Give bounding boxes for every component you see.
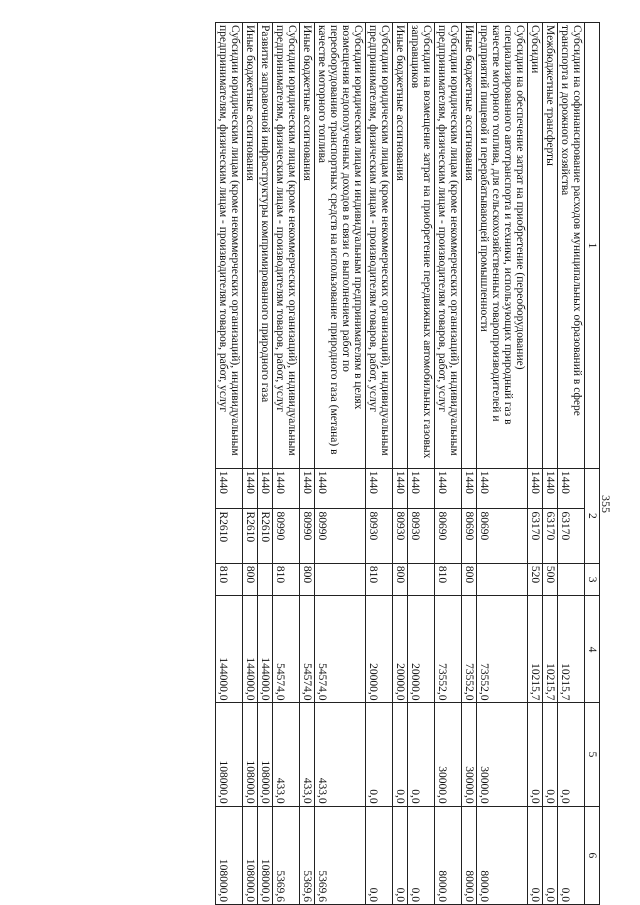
row-vr: 800 — [462, 563, 477, 596]
row-value-2: 0,0 — [543, 703, 558, 806]
row-csr: R2610 — [258, 509, 273, 563]
row-value-2: 0,0 — [408, 703, 435, 806]
row-vr: 500 — [543, 563, 558, 596]
row-value-1: 144000,0 — [258, 596, 273, 703]
row-csr: 80990 — [273, 509, 300, 563]
row-value-1: 10215,7 — [543, 596, 558, 703]
row-value-3: 108000,0 — [243, 806, 258, 904]
budget-table — [215, 22, 600, 905]
row-kfsr: 1440 — [216, 468, 243, 509]
header-col-2: 2 — [585, 468, 600, 563]
row-name: Субсидии юридическим лицам (кроме некоммерческих организаций), индивидуальным предпринимателям, физическим лицам - производителям товаров, работ, услуг — [366, 23, 393, 469]
row-name: Иные бюджетные ассигнования — [243, 23, 258, 469]
row-name: Межбюджетные трансферты — [543, 23, 558, 469]
row-value-1: 54574,0 — [273, 596, 300, 703]
table-row — [243, 23, 258, 905]
row-vr — [315, 563, 366, 596]
row-value-2: 0,0 — [558, 703, 585, 806]
row-csr: 80690 — [477, 509, 528, 563]
row-name: Развитие заправочной инфраструктуры компримированного природного газа — [258, 23, 273, 469]
row-value-3: 5369,6 — [300, 806, 315, 904]
row-value-2: 108000,0 — [216, 703, 243, 806]
row-value-3: 8000,0 — [477, 806, 528, 904]
rotated-page — [215, 0, 600, 905]
table-header-row — [585, 23, 600, 905]
header-col-5: 5 — [585, 703, 600, 806]
row-value-1: 144000,0 — [243, 596, 258, 703]
row-value-3: 108000,0 — [258, 806, 273, 904]
row-value-1: 73552,0 — [462, 596, 477, 703]
row-csr: R2610 — [216, 509, 243, 563]
table-row — [366, 23, 393, 905]
table-row — [435, 23, 462, 905]
row-value-2: 108000,0 — [258, 703, 273, 806]
row-kfsr: 1440 — [243, 468, 258, 509]
header-col-4: 4 — [585, 596, 600, 703]
row-name: Субсидии юридическим лицам (кроме некоммерческих организаций), индивидуальным предпринимателям, физическим лицам - производителям товаров, работ, услуг — [435, 23, 462, 469]
header-col-6: 6 — [585, 806, 600, 904]
row-vr: 810 — [273, 563, 300, 596]
row-vr — [477, 563, 528, 596]
row-csr: 80990 — [300, 509, 315, 563]
row-name: Субсидии — [528, 23, 543, 469]
table-row — [315, 23, 366, 905]
row-kfsr: 1440 — [315, 468, 366, 509]
row-value-3: 108000,0 — [216, 806, 243, 904]
row-vr — [408, 563, 435, 596]
row-value-2: 0,0 — [366, 703, 393, 806]
row-vr — [558, 563, 585, 596]
row-csr: 80930 — [393, 509, 408, 563]
table-row — [408, 23, 435, 905]
page-number: 355 — [599, 495, 613, 513]
table-row — [273, 23, 300, 905]
row-vr: 810 — [435, 563, 462, 596]
row-value-1: 20000,0 — [366, 596, 393, 703]
row-kfsr: 1440 — [366, 468, 393, 509]
row-name: Иные бюджетные ассигнования — [393, 23, 408, 469]
row-kfsr: 1440 — [273, 468, 300, 509]
row-name: Иные бюджетные ассигнования — [300, 23, 315, 469]
row-csr: 63170 — [558, 509, 585, 563]
row-kfsr: 1440 — [258, 468, 273, 509]
row-value-3: 5369,6 — [315, 806, 366, 904]
row-vr: 800 — [300, 563, 315, 596]
row-value-2: 0,0 — [393, 703, 408, 806]
row-kfsr: 1440 — [435, 468, 462, 509]
row-value-1: 10215,7 — [558, 596, 585, 703]
row-value-2: 433,0 — [273, 703, 300, 806]
row-value-1: 73552,0 — [435, 596, 462, 703]
row-vr: 810 — [216, 563, 243, 596]
row-value-1: 73552,0 — [477, 596, 528, 703]
table-row — [462, 23, 477, 905]
row-name: Субсидии юридическим лицам (кроме некоммерческих организаций), индивидуальным предпринимателям, физическим лицам - производителям товаров, работ, услуг — [273, 23, 300, 469]
row-kfsr: 1440 — [528, 468, 543, 509]
row-value-3: 0,0 — [366, 806, 393, 904]
row-value-1: 54574,0 — [315, 596, 366, 703]
row-value-2: 30000,0 — [435, 703, 462, 806]
row-value-1: 20000,0 — [408, 596, 435, 703]
row-csr: R2610 — [243, 509, 258, 563]
row-vr: 800 — [393, 563, 408, 596]
row-kfsr: 1440 — [300, 468, 315, 509]
row-value-3: 0,0 — [558, 806, 585, 904]
row-kfsr: 1440 — [393, 468, 408, 509]
row-csr: 80990 — [315, 509, 366, 563]
row-value-3: 8000,0 — [435, 806, 462, 904]
row-kfsr: 1440 — [543, 468, 558, 509]
row-csr: 63170 — [543, 509, 558, 563]
row-name: Субсидии на софинансирование расходов муниципальных образований в сфере транспорта и дорожного хозяйства — [558, 23, 585, 469]
row-csr: 80930 — [408, 509, 435, 563]
row-value-3: 0,0 — [528, 806, 543, 904]
row-kfsr: 1440 — [462, 468, 477, 509]
row-value-2: 108000,0 — [243, 703, 258, 806]
row-vr: 800 — [243, 563, 258, 596]
row-value-3: 0,0 — [393, 806, 408, 904]
row-value-1: 20000,0 — [393, 596, 408, 703]
row-value-1: 144000,0 — [216, 596, 243, 703]
row-csr: 80930 — [366, 509, 393, 563]
row-name: Субсидии юридическим лицам и индивидуальным предпринимателям в целях возмещения недополученных доходов в связи с выполнением работ по переоборудованию транспортных средств на использование природного газа (метана) в качестве моторного топлива — [315, 23, 366, 469]
table-row — [558, 23, 585, 905]
row-csr: 80690 — [462, 509, 477, 563]
row-value-1: 10215,7 — [528, 596, 543, 703]
row-value-3: 5369,6 — [273, 806, 300, 904]
header-col-3: 3 — [585, 563, 600, 596]
table-row — [543, 23, 558, 905]
row-csr: 63170 — [528, 509, 543, 563]
row-vr: 520 — [528, 563, 543, 596]
row-vr: 810 — [366, 563, 393, 596]
row-csr: 80690 — [435, 509, 462, 563]
table-row — [528, 23, 543, 905]
table-row — [393, 23, 408, 905]
row-value-3: 0,0 — [408, 806, 435, 904]
row-name: Субсидии на обеспечение затрат на приобретение (переоборудование) специализированного автотранспорта и техники, использующих природный газ в качестве моторного топлива, для сельскохозяйственных товаропроизводителей и предприятий пищевой и перерабатывающей промышленности — [477, 23, 528, 469]
table-row — [258, 23, 273, 905]
header-col-1: 1 — [585, 23, 600, 469]
row-value-1: 54574,0 — [300, 596, 315, 703]
row-kfsr: 1440 — [408, 468, 435, 509]
row-name: Субсидии юридическим лицам (кроме некоммерческих организаций), индивидуальным предпринимателям, физическим лицам - производителям товаров, работ, услуг — [216, 23, 243, 469]
row-vr — [258, 563, 273, 596]
row-value-3: 8000,0 — [462, 806, 477, 904]
row-value-2: 0,0 — [528, 703, 543, 806]
row-value-2: 30000,0 — [477, 703, 528, 806]
row-name: Иные бюджетные ассигнования — [462, 23, 477, 469]
table-row — [477, 23, 528, 905]
budget-table-body — [216, 23, 600, 905]
table-row — [300, 23, 315, 905]
row-kfsr: 1440 — [477, 468, 528, 509]
table-row — [216, 23, 243, 905]
row-value-2: 433,0 — [300, 703, 315, 806]
row-value-2: 433,0 — [315, 703, 366, 806]
row-kfsr: 1440 — [558, 468, 585, 509]
row-value-2: 30000,0 — [462, 703, 477, 806]
row-name: Субсидии на возмещение затрат на приобретение передвижных автомобильных газовых заправщиков — [408, 23, 435, 469]
row-value-3: 0,0 — [543, 806, 558, 904]
